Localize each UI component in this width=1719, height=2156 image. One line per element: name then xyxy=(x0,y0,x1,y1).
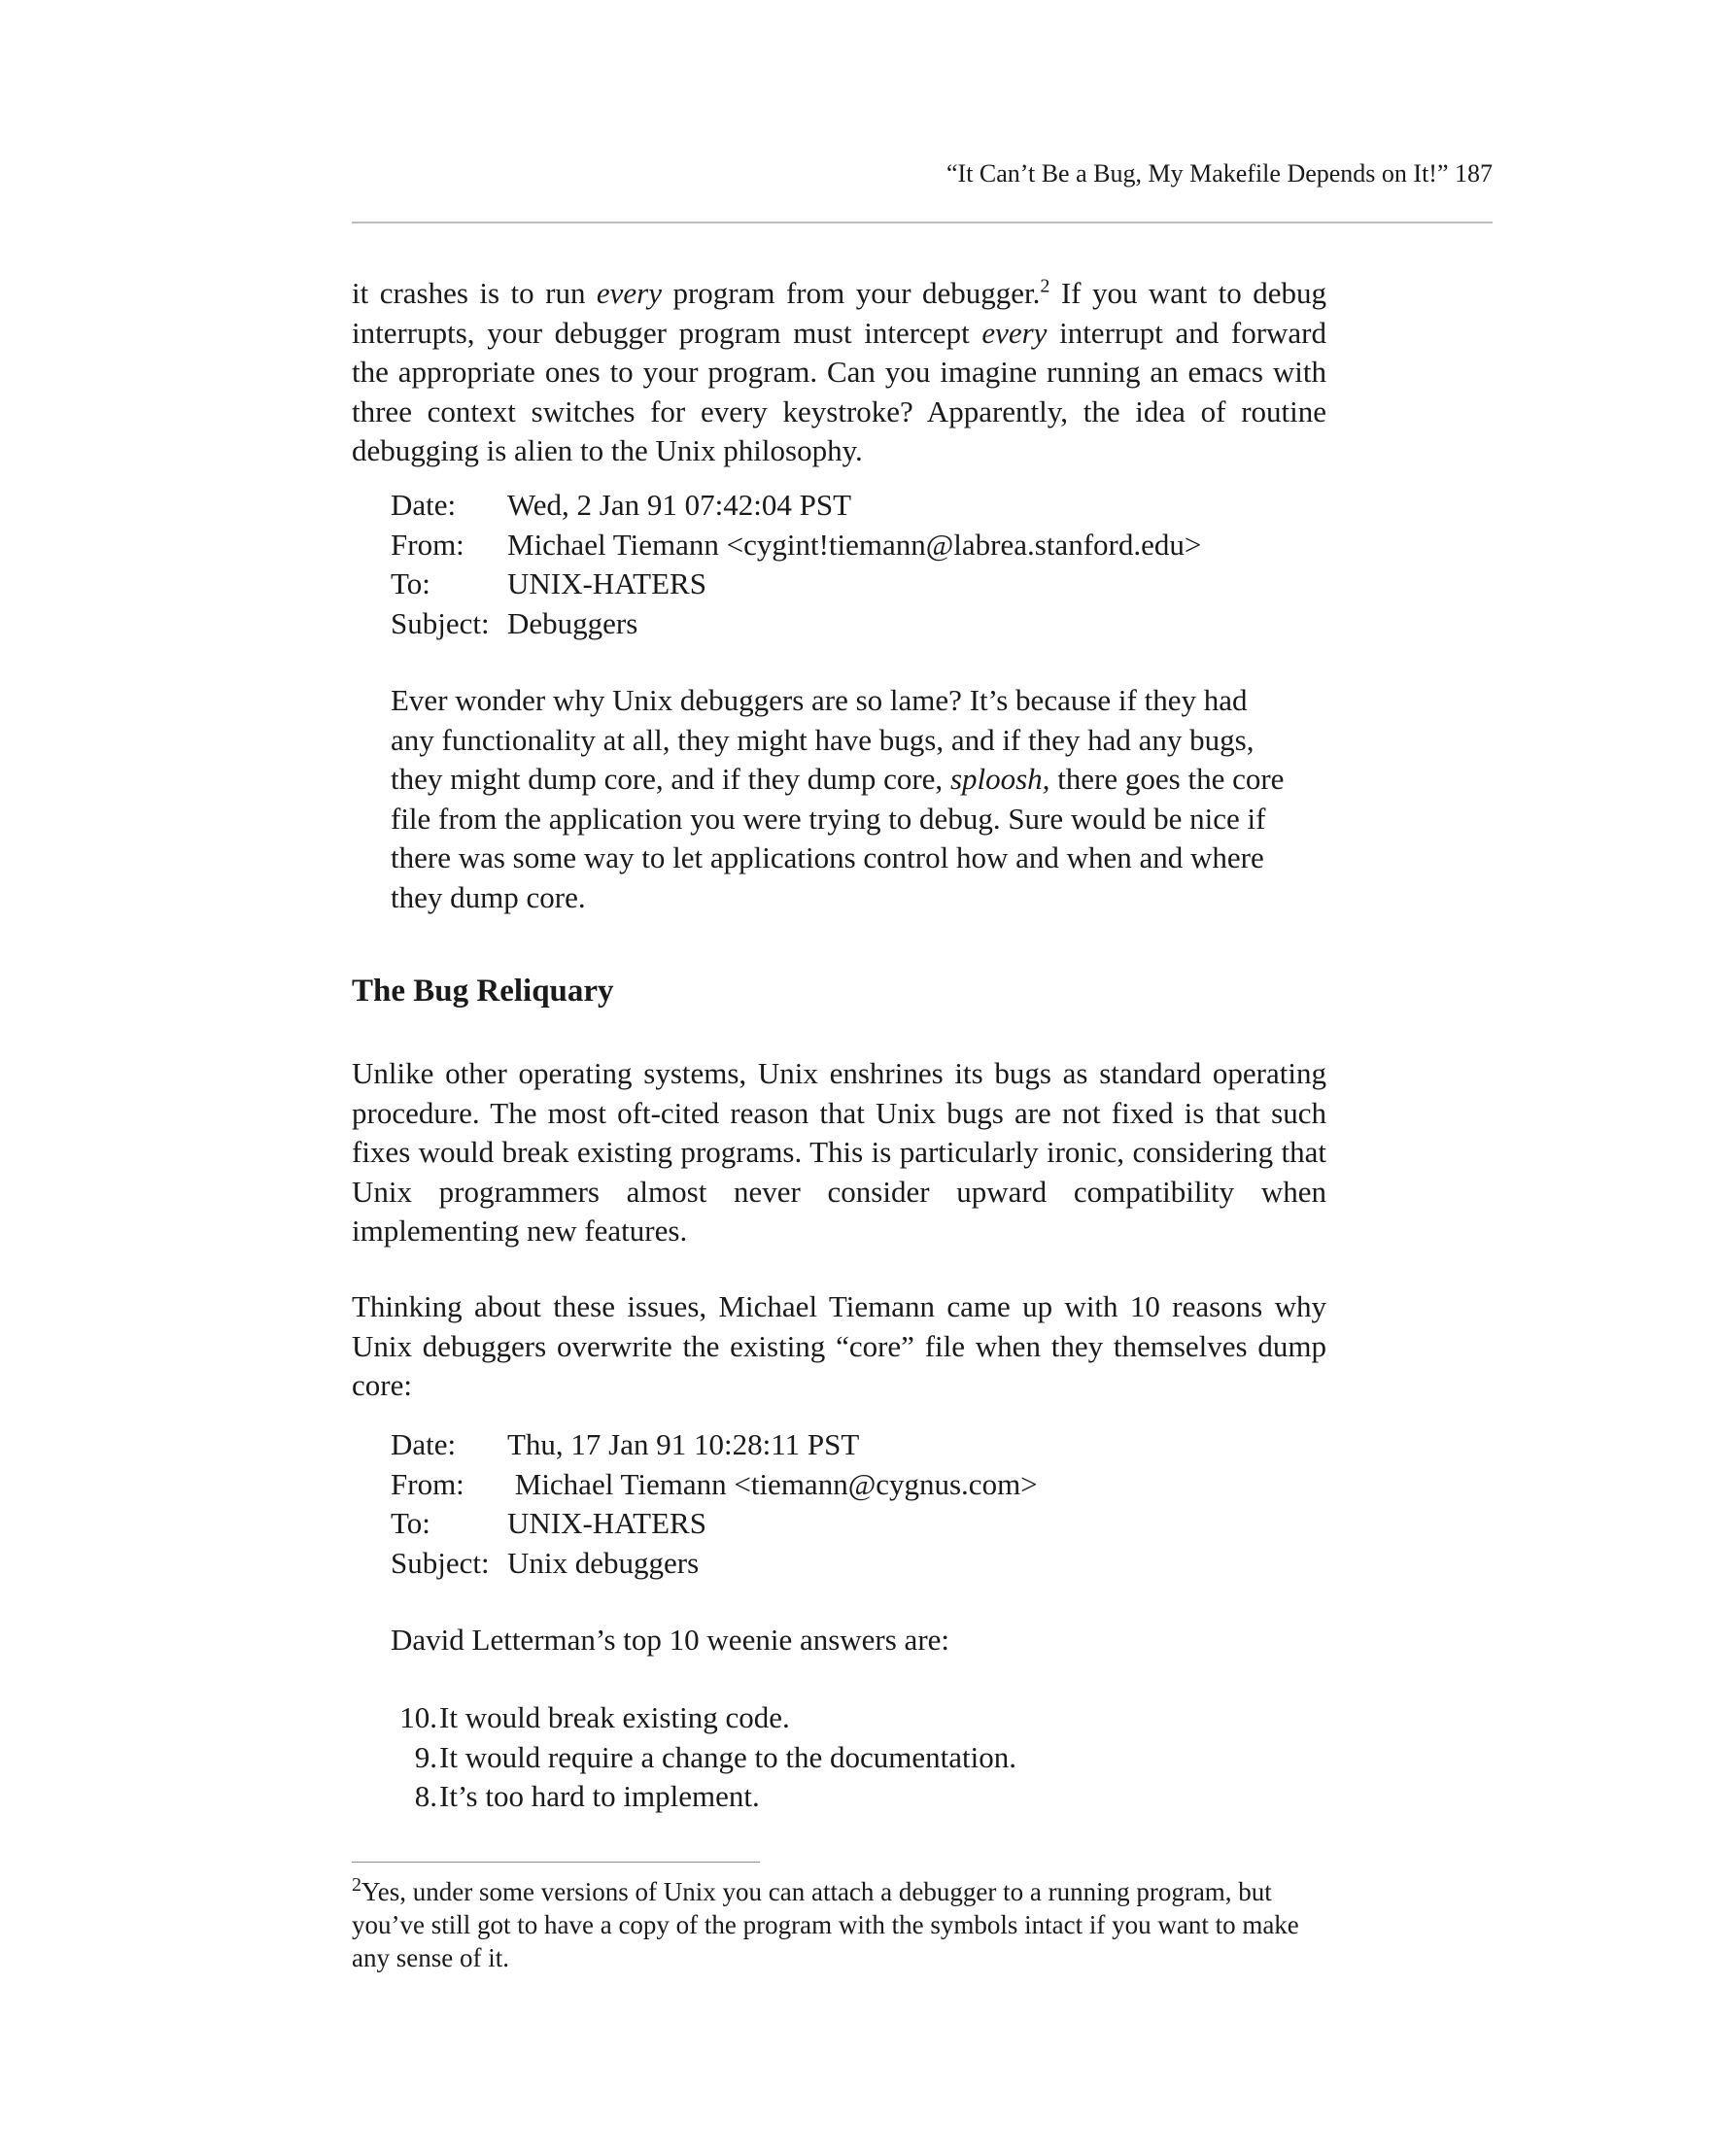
list-number: 8. xyxy=(414,1779,437,1813)
emphasis-every: every xyxy=(596,276,663,310)
header-key: To: xyxy=(391,1506,430,1540)
email-header-to xyxy=(391,1504,1324,1544)
list-text: It’s too hard to implement. xyxy=(439,1779,760,1813)
header-value: Michael Tiemann <tiemann@cygnus.com> xyxy=(507,1466,1038,1501)
list-text: It would break existing code. xyxy=(439,1700,790,1734)
list-number: 9. xyxy=(414,1739,437,1774)
header-key: Date: xyxy=(391,488,457,522)
header-rule xyxy=(352,222,1493,223)
header-key: From: xyxy=(391,527,464,562)
footnote xyxy=(352,1875,1333,1974)
header-value: Wed, 2 Jan 91 07:42:04 PST xyxy=(507,488,852,522)
header-key: From: xyxy=(391,1466,464,1501)
header-key: Subject: xyxy=(391,1545,490,1580)
email-body-paragraph xyxy=(391,681,1285,917)
footnote-mark: 2 xyxy=(352,1874,361,1896)
text-run: program from your debugger. xyxy=(662,276,1041,310)
top-ten-list xyxy=(391,1698,1265,1817)
header-key: Date: xyxy=(391,1427,457,1461)
header-value: UNIX-HATERS xyxy=(507,566,706,600)
email-intro-line: David Letterman’s top 10 weenie answers are: xyxy=(391,1623,950,1657)
list-item xyxy=(391,1698,1265,1738)
emphasis-sploosh: sploosh, xyxy=(949,762,1050,796)
header-value: Debuggers xyxy=(507,605,638,640)
email-header-block xyxy=(391,1425,1324,1583)
email-header-from xyxy=(391,526,1324,565)
email-header-date xyxy=(391,486,1324,526)
body-paragraph-ten-reasons: Thinking about these issues, Michael Tiemann came up with 10 reasons why Unix debuggers overwrite the existing “core” file when they themselves dump core: xyxy=(352,1289,1326,1402)
footnote-reference: 2 xyxy=(1040,275,1050,297)
body-paragraph-debugger-intro xyxy=(352,274,1326,471)
email-header-subject xyxy=(391,1544,1324,1584)
header-key: Subject: xyxy=(391,605,490,640)
email-header-to xyxy=(391,565,1324,604)
emphasis-every: every xyxy=(981,315,1048,350)
text-run: it crashes is to run xyxy=(352,276,597,310)
body-paragraph-reliquary: Unlike other operating systems, Unix enshrines its bugs as standard operating procedure. The most oft-cited reason that Unix bugs are not fixed is that such fixes would break existing programs. This is particularly ironic, considering that Unix programmers almost never consider upward compatibility when implementing new features. xyxy=(352,1056,1326,1248)
email-header-block xyxy=(391,486,1324,643)
footnote-text: Yes, under some versions of Unix you can attach a debugger to a running program, but you’ve still got to have a copy of the program with the symbols intact if you want to make any sense of it. xyxy=(352,1877,1299,1972)
list-item xyxy=(391,1777,1265,1817)
email-header-from xyxy=(391,1465,1324,1505)
running-head: “It Can’t Be a Bug, My Makefile Depends on It!” 187 xyxy=(946,159,1493,188)
header-value: Thu, 17 Jan 91 10:28:11 PST xyxy=(507,1427,860,1461)
email-header-subject xyxy=(391,604,1324,644)
text-run: interrupt and forward the appropriate ones to your program. Can you imagine running an emacs with three context switches for every keystroke? Apparently, the idea of routine debugging is alien to the Unix philosophy. xyxy=(352,315,1326,467)
footnote-rule xyxy=(352,1862,760,1863)
header-value: Unix debuggers xyxy=(507,1545,700,1580)
text-run: Ever wonder why Unix debuggers are so lame? It’s because if they had any functionality at all, they might have bugs, and if they had any bugs, they might dump core, and if they dump core, xyxy=(391,683,1255,796)
header-value: Michael Tiemann <cygint!tiemann@labrea.stanford.edu> xyxy=(507,527,1202,562)
header-value: UNIX-HATERS xyxy=(507,1506,706,1540)
list-number: 10. xyxy=(399,1700,437,1734)
list-text: It would require a change to the documentation. xyxy=(439,1739,1016,1774)
header-key: To: xyxy=(391,566,430,600)
text-run: there goes the core file from the application you were trying to debug. Sure would be nice if there was some way to let applications control how and when and where they dump core. xyxy=(391,762,1285,914)
list-item xyxy=(391,1738,1265,1778)
text-run: If you want to debug interrupts, your debugger program must intercept xyxy=(352,276,1326,350)
section-heading: The Bug Reliquary xyxy=(352,974,614,1009)
email-header-date xyxy=(391,1425,1324,1465)
